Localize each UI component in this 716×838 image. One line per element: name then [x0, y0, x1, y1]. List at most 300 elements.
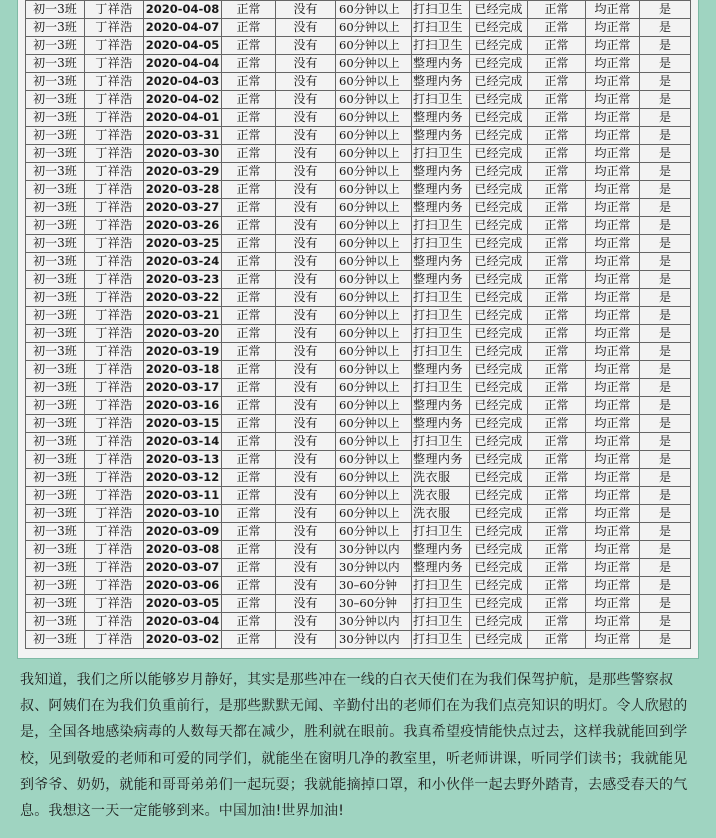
cell-symptoms: 没有	[276, 379, 336, 397]
cell-symptoms: 没有	[276, 397, 336, 415]
cell-class: 初一3班	[26, 19, 85, 37]
cell-temperature: 正常	[222, 523, 276, 541]
table-row	[26, 541, 691, 559]
cell-completion: 已经完成	[470, 307, 528, 325]
table-row	[26, 73, 691, 91]
cell-flag: 是	[640, 433, 691, 451]
table-row	[26, 415, 691, 433]
cell-completion: 已经完成	[470, 379, 528, 397]
cell-flag: 是	[640, 73, 691, 91]
table-row	[26, 271, 691, 289]
cell-health: 正常	[528, 451, 586, 469]
cell-symptoms: 没有	[276, 343, 336, 361]
cell-temperature: 正常	[222, 415, 276, 433]
cell-symptoms: 没有	[276, 109, 336, 127]
cell-symptoms: 没有	[276, 415, 336, 433]
cell-duration: 60分钟以上	[336, 361, 412, 379]
cell-temperature: 正常	[222, 91, 276, 109]
cell-symptoms: 没有	[276, 307, 336, 325]
cell-date: 2020-04-01	[144, 109, 222, 127]
cell-class: 初一3班	[26, 325, 85, 343]
cell-task: 打扫卫生	[412, 523, 470, 541]
cell-family: 均正常	[586, 253, 640, 271]
cell-date: 2020-03-06	[144, 577, 222, 595]
cell-class: 初一3班	[26, 361, 85, 379]
cell-class: 初一3班	[26, 163, 85, 181]
cell-date: 2020-03-15	[144, 415, 222, 433]
cell-name: 丁祥浩	[85, 523, 144, 541]
cell-date: 2020-03-13	[144, 451, 222, 469]
table-row	[26, 199, 691, 217]
cell-family: 均正常	[586, 199, 640, 217]
table-row	[26, 37, 691, 55]
cell-symptoms: 没有	[276, 505, 336, 523]
cell-name: 丁祥浩	[85, 253, 144, 271]
cell-completion: 已经完成	[470, 559, 528, 577]
cell-health: 正常	[528, 37, 586, 55]
cell-duration: 60分钟以上	[336, 433, 412, 451]
cell-name: 丁祥浩	[85, 235, 144, 253]
cell-flag: 是	[640, 37, 691, 55]
cell-flag: 是	[640, 487, 691, 505]
cell-symptoms: 没有	[276, 217, 336, 235]
cell-temperature: 正常	[222, 19, 276, 37]
cell-duration: 60分钟以上	[336, 325, 412, 343]
cell-task: 整理内务	[412, 163, 470, 181]
cell-name: 丁祥浩	[85, 343, 144, 361]
table-row	[26, 361, 691, 379]
cell-completion: 已经完成	[470, 199, 528, 217]
table-row	[26, 433, 691, 451]
cell-name: 丁祥浩	[85, 613, 144, 631]
cell-date: 2020-03-04	[144, 613, 222, 631]
cell-family: 均正常	[586, 181, 640, 199]
cell-completion: 已经完成	[470, 289, 528, 307]
table-row	[26, 289, 691, 307]
cell-symptoms: 没有	[276, 127, 336, 145]
cell-task: 整理内务	[412, 415, 470, 433]
table-row	[26, 469, 691, 487]
table-row	[26, 163, 691, 181]
table-row	[26, 253, 691, 271]
cell-task: 整理内务	[412, 253, 470, 271]
cell-name: 丁祥浩	[85, 451, 144, 469]
cell-task: 打扫卫生	[412, 91, 470, 109]
cell-flag: 是	[640, 397, 691, 415]
cell-completion: 已经完成	[470, 271, 528, 289]
cell-health: 正常	[528, 595, 586, 613]
cell-date: 2020-03-16	[144, 397, 222, 415]
cell-class: 初一3班	[26, 451, 85, 469]
cell-duration: 60分钟以上	[336, 487, 412, 505]
cell-class: 初一3班	[26, 73, 85, 91]
cell-date: 2020-03-28	[144, 181, 222, 199]
cell-completion: 已经完成	[470, 127, 528, 145]
cell-date: 2020-03-27	[144, 199, 222, 217]
cell-family: 均正常	[586, 37, 640, 55]
cell-name: 丁祥浩	[85, 361, 144, 379]
cell-health: 正常	[528, 325, 586, 343]
cell-temperature: 正常	[222, 109, 276, 127]
cell-flag: 是	[640, 595, 691, 613]
cell-temperature: 正常	[222, 469, 276, 487]
cell-symptoms: 没有	[276, 19, 336, 37]
cell-temperature: 正常	[222, 577, 276, 595]
cell-date: 2020-04-04	[144, 55, 222, 73]
cell-flag: 是	[640, 343, 691, 361]
table-row	[26, 595, 691, 613]
cell-class: 初一3班	[26, 235, 85, 253]
cell-class: 初一3班	[26, 523, 85, 541]
cell-flag: 是	[640, 217, 691, 235]
cell-family: 均正常	[586, 217, 640, 235]
cell-name: 丁祥浩	[85, 577, 144, 595]
cell-duration: 60分钟以上	[336, 145, 412, 163]
cell-task: 整理内务	[412, 55, 470, 73]
cell-temperature: 正常	[222, 631, 276, 649]
cell-temperature: 正常	[222, 595, 276, 613]
cell-temperature: 正常	[222, 343, 276, 361]
cell-date: 2020-03-08	[144, 541, 222, 559]
cell-symptoms: 没有	[276, 235, 336, 253]
cell-name: 丁祥浩	[85, 325, 144, 343]
cell-class: 初一3班	[26, 397, 85, 415]
cell-family: 均正常	[586, 433, 640, 451]
cell-name: 丁祥浩	[85, 271, 144, 289]
cell-family: 均正常	[586, 469, 640, 487]
cell-temperature: 正常	[222, 361, 276, 379]
cell-flag: 是	[640, 469, 691, 487]
cell-completion: 已经完成	[470, 541, 528, 559]
cell-symptoms: 没有	[276, 289, 336, 307]
cell-duration: 60分钟以上	[336, 37, 412, 55]
cell-symptoms: 没有	[276, 325, 336, 343]
cell-temperature: 正常	[222, 487, 276, 505]
table-row	[26, 1, 691, 19]
cell-health: 正常	[528, 487, 586, 505]
cell-family: 均正常	[586, 163, 640, 181]
cell-task: 洗衣服	[412, 469, 470, 487]
cell-health: 正常	[528, 541, 586, 559]
cell-name: 丁祥浩	[85, 487, 144, 505]
cell-completion: 已经完成	[470, 523, 528, 541]
cell-name: 丁祥浩	[85, 163, 144, 181]
cell-duration: 60分钟以上	[336, 289, 412, 307]
cell-health: 正常	[528, 127, 586, 145]
cell-class: 初一3班	[26, 433, 85, 451]
cell-date: 2020-03-21	[144, 307, 222, 325]
cell-symptoms: 没有	[276, 631, 336, 649]
cell-date: 2020-04-05	[144, 37, 222, 55]
cell-name: 丁祥浩	[85, 307, 144, 325]
cell-task: 打扫卫生	[412, 1, 470, 19]
cell-symptoms: 没有	[276, 523, 336, 541]
cell-task: 洗衣服	[412, 487, 470, 505]
cell-duration: 60分钟以上	[336, 523, 412, 541]
cell-family: 均正常	[586, 325, 640, 343]
cell-completion: 已经完成	[470, 181, 528, 199]
cell-duration: 60分钟以上	[336, 397, 412, 415]
cell-date: 2020-03-11	[144, 487, 222, 505]
cell-name: 丁祥浩	[85, 541, 144, 559]
cell-health: 正常	[528, 469, 586, 487]
cell-date: 2020-03-12	[144, 469, 222, 487]
cell-name: 丁祥浩	[85, 469, 144, 487]
cell-name: 丁祥浩	[85, 37, 144, 55]
cell-duration: 30分钟以内	[336, 631, 412, 649]
cell-class: 初一3班	[26, 1, 85, 19]
cell-flag: 是	[640, 631, 691, 649]
cell-name: 丁祥浩	[85, 55, 144, 73]
cell-flag: 是	[640, 145, 691, 163]
cell-temperature: 正常	[222, 145, 276, 163]
cell-health: 正常	[528, 235, 586, 253]
table-row	[26, 127, 691, 145]
table-row	[26, 181, 691, 199]
table-row	[26, 235, 691, 253]
cell-completion: 已经完成	[470, 631, 528, 649]
cell-health: 正常	[528, 55, 586, 73]
cell-task: 打扫卫生	[412, 37, 470, 55]
cell-family: 均正常	[586, 307, 640, 325]
cell-task: 整理内务	[412, 181, 470, 199]
cell-symptoms: 没有	[276, 163, 336, 181]
cell-health: 正常	[528, 73, 586, 91]
cell-duration: 60分钟以上	[336, 235, 412, 253]
table-row	[26, 307, 691, 325]
cell-completion: 已经完成	[470, 595, 528, 613]
cell-family: 均正常	[586, 109, 640, 127]
cell-duration: 60分钟以上	[336, 109, 412, 127]
cell-temperature: 正常	[222, 289, 276, 307]
cell-health: 正常	[528, 109, 586, 127]
cell-class: 初一3班	[26, 91, 85, 109]
table-row	[26, 343, 691, 361]
cell-family: 均正常	[586, 55, 640, 73]
cell-symptoms: 没有	[276, 181, 336, 199]
cell-family: 均正常	[586, 523, 640, 541]
cell-flag: 是	[640, 109, 691, 127]
cell-family: 均正常	[586, 235, 640, 253]
cell-duration: 60分钟以上	[336, 217, 412, 235]
cell-date: 2020-03-30	[144, 145, 222, 163]
cell-health: 正常	[528, 163, 586, 181]
cell-family: 均正常	[586, 271, 640, 289]
table-row	[26, 451, 691, 469]
cell-symptoms: 没有	[276, 469, 336, 487]
cell-completion: 已经完成	[470, 451, 528, 469]
cell-class: 初一3班	[26, 55, 85, 73]
cell-health: 正常	[528, 91, 586, 109]
cell-symptoms: 没有	[276, 361, 336, 379]
cell-date: 2020-03-14	[144, 433, 222, 451]
cell-task: 整理内务	[412, 109, 470, 127]
cell-flag: 是	[640, 559, 691, 577]
cell-family: 均正常	[586, 631, 640, 649]
cell-name: 丁祥浩	[85, 433, 144, 451]
cell-completion: 已经完成	[470, 433, 528, 451]
cell-date: 2020-03-22	[144, 289, 222, 307]
cell-family: 均正常	[586, 127, 640, 145]
cell-health: 正常	[528, 181, 586, 199]
cell-date: 2020-03-02	[144, 631, 222, 649]
cell-completion: 已经完成	[470, 91, 528, 109]
cell-duration: 60分钟以上	[336, 271, 412, 289]
cell-name: 丁祥浩	[85, 109, 144, 127]
cell-family: 均正常	[586, 559, 640, 577]
cell-completion: 已经完成	[470, 19, 528, 37]
cell-class: 初一3班	[26, 505, 85, 523]
cell-health: 正常	[528, 253, 586, 271]
cell-family: 均正常	[586, 397, 640, 415]
cell-symptoms: 没有	[276, 541, 336, 559]
cell-date: 2020-03-29	[144, 163, 222, 181]
table-row	[26, 559, 691, 577]
cell-symptoms: 没有	[276, 55, 336, 73]
cell-health: 正常	[528, 19, 586, 37]
spreadsheet-image	[18, 0, 698, 658]
daily-report-table	[25, 0, 691, 649]
cell-completion: 已经完成	[470, 577, 528, 595]
cell-date: 2020-04-03	[144, 73, 222, 91]
cell-task: 打扫卫生	[412, 235, 470, 253]
table-row	[26, 613, 691, 631]
cell-task: 打扫卫生	[412, 325, 470, 343]
cell-flag: 是	[640, 289, 691, 307]
cell-temperature: 正常	[222, 379, 276, 397]
cell-class: 初一3班	[26, 181, 85, 199]
cell-completion: 已经完成	[470, 73, 528, 91]
table-row	[26, 109, 691, 127]
cell-symptoms: 没有	[276, 37, 336, 55]
cell-flag: 是	[640, 415, 691, 433]
cell-health: 正常	[528, 361, 586, 379]
cell-flag: 是	[640, 271, 691, 289]
table-row	[26, 325, 691, 343]
cell-health: 正常	[528, 1, 586, 19]
cell-name: 丁祥浩	[85, 631, 144, 649]
cell-temperature: 正常	[222, 397, 276, 415]
cell-flag: 是	[640, 361, 691, 379]
cell-date: 2020-03-18	[144, 361, 222, 379]
cell-health: 正常	[528, 505, 586, 523]
cell-temperature: 正常	[222, 127, 276, 145]
cell-duration: 60分钟以上	[336, 73, 412, 91]
cell-name: 丁祥浩	[85, 397, 144, 415]
cell-duration: 60分钟以上	[336, 1, 412, 19]
cell-health: 正常	[528, 631, 586, 649]
cell-symptoms: 没有	[276, 559, 336, 577]
cell-family: 均正常	[586, 379, 640, 397]
cell-date: 2020-03-23	[144, 271, 222, 289]
cell-completion: 已经完成	[470, 469, 528, 487]
cell-duration: 60分钟以上	[336, 253, 412, 271]
cell-name: 丁祥浩	[85, 217, 144, 235]
cell-health: 正常	[528, 415, 586, 433]
cell-family: 均正常	[586, 451, 640, 469]
cell-flag: 是	[640, 577, 691, 595]
cell-flag: 是	[640, 1, 691, 19]
cell-completion: 已经完成	[470, 217, 528, 235]
cell-task: 打扫卫生	[412, 307, 470, 325]
cell-flag: 是	[640, 19, 691, 37]
cell-class: 初一3班	[26, 145, 85, 163]
cell-class: 初一3班	[26, 379, 85, 397]
cell-task: 打扫卫生	[412, 289, 470, 307]
cell-date: 2020-03-25	[144, 235, 222, 253]
cell-flag: 是	[640, 127, 691, 145]
cell-completion: 已经完成	[470, 415, 528, 433]
table-row	[26, 19, 691, 37]
cell-symptoms: 没有	[276, 253, 336, 271]
cell-duration: 60分钟以上	[336, 199, 412, 217]
cell-task: 整理内务	[412, 271, 470, 289]
cell-completion: 已经完成	[470, 37, 528, 55]
cell-temperature: 正常	[222, 181, 276, 199]
cell-date: 2020-04-08	[144, 1, 222, 19]
cell-date: 2020-03-10	[144, 505, 222, 523]
cell-family: 均正常	[586, 577, 640, 595]
cell-temperature: 正常	[222, 559, 276, 577]
cell-completion: 已经完成	[470, 55, 528, 73]
cell-task: 打扫卫生	[412, 343, 470, 361]
cell-duration: 30–60分钟	[336, 595, 412, 613]
cell-flag: 是	[640, 55, 691, 73]
cell-family: 均正常	[586, 613, 640, 631]
cell-duration: 30分钟以内	[336, 559, 412, 577]
cell-class: 初一3班	[26, 253, 85, 271]
cell-flag: 是	[640, 451, 691, 469]
cell-family: 均正常	[586, 1, 640, 19]
cell-symptoms: 没有	[276, 91, 336, 109]
cell-task: 打扫卫生	[412, 433, 470, 451]
cell-completion: 已经完成	[470, 613, 528, 631]
cell-flag: 是	[640, 253, 691, 271]
cell-name: 丁祥浩	[85, 127, 144, 145]
cell-task: 洗衣服	[412, 505, 470, 523]
cell-task: 整理内务	[412, 73, 470, 91]
cell-completion: 已经完成	[470, 235, 528, 253]
cell-class: 初一3班	[26, 631, 85, 649]
cell-class: 初一3班	[26, 469, 85, 487]
cell-task: 打扫卫生	[412, 379, 470, 397]
cell-flag: 是	[640, 235, 691, 253]
cell-family: 均正常	[586, 361, 640, 379]
table-row	[26, 505, 691, 523]
cell-class: 初一3班	[26, 217, 85, 235]
cell-class: 初一3班	[26, 343, 85, 361]
cell-date: 2020-04-07	[144, 19, 222, 37]
cell-task: 打扫卫生	[412, 595, 470, 613]
cell-task: 整理内务	[412, 361, 470, 379]
cell-health: 正常	[528, 145, 586, 163]
cell-duration: 60分钟以上	[336, 379, 412, 397]
cell-completion: 已经完成	[470, 397, 528, 415]
cell-duration: 60分钟以上	[336, 181, 412, 199]
cell-duration: 30–60分钟	[336, 577, 412, 595]
cell-name: 丁祥浩	[85, 145, 144, 163]
cell-class: 初一3班	[26, 109, 85, 127]
cell-task: 打扫卫生	[412, 19, 470, 37]
cell-symptoms: 没有	[276, 271, 336, 289]
table-row	[26, 145, 691, 163]
cell-task: 整理内务	[412, 559, 470, 577]
cell-name: 丁祥浩	[85, 199, 144, 217]
cell-health: 正常	[528, 289, 586, 307]
cell-completion: 已经完成	[470, 163, 528, 181]
table-row	[26, 631, 691, 649]
cell-date: 2020-04-02	[144, 91, 222, 109]
